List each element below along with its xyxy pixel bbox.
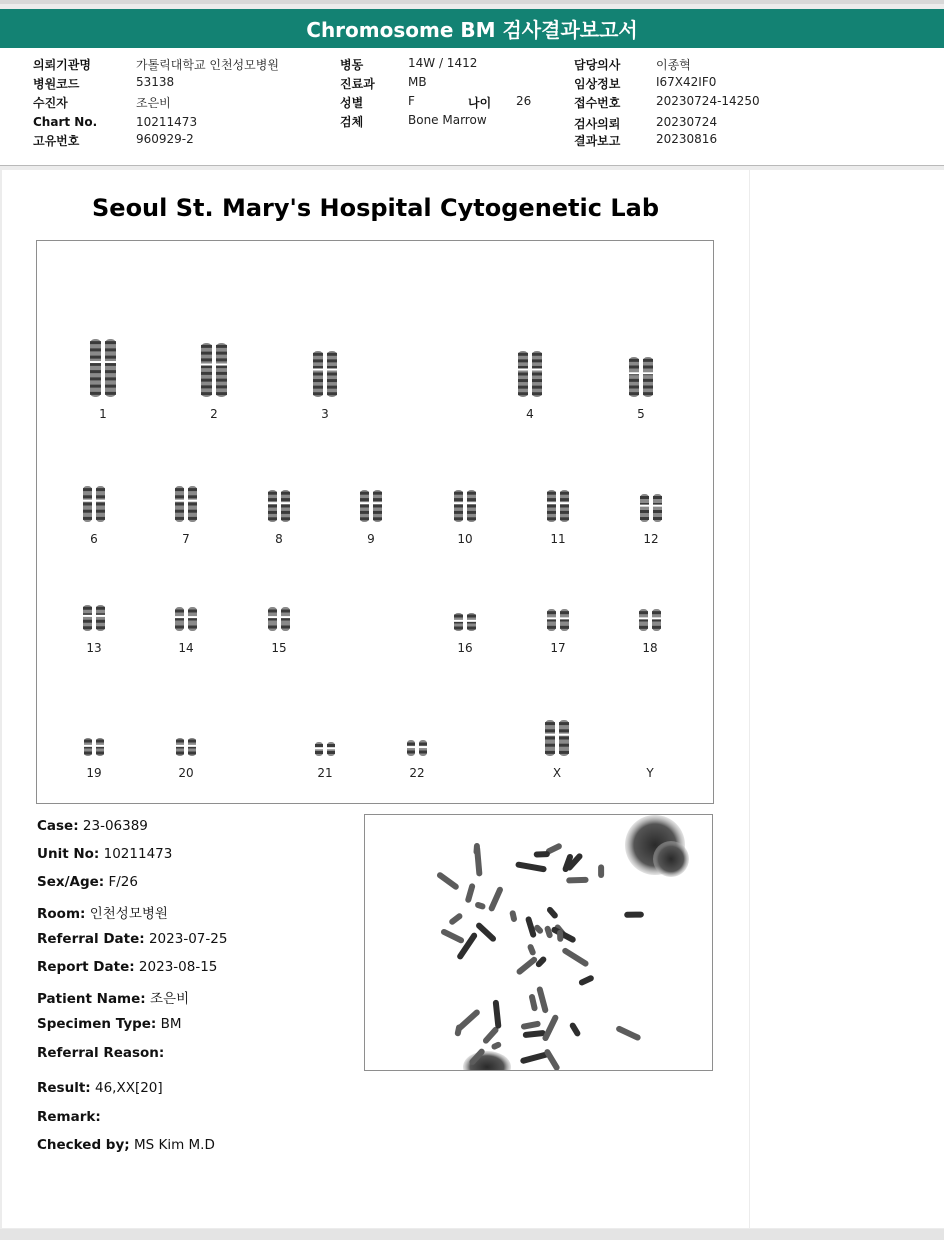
info-label: Room: [37,906,86,922]
chromosome-image-22 [405,738,429,758]
info-label: Sex/Age: [37,874,105,890]
metaphase-spread [365,815,712,1070]
chromosome [639,609,648,631]
chromosome-label: 9 [367,532,375,546]
metaphase-chromosome [535,955,548,968]
info-report-date [37,959,217,975]
metaphase-chromosome [456,931,478,960]
info-value: BM [160,1016,182,1032]
info-patient-name [37,987,189,1007]
info-value: 10211473 [103,846,173,862]
chromosome-label: 17 [550,641,566,655]
top-border [0,0,944,4]
chromosome-label: 13 [86,641,102,655]
header-value: 53138 [136,75,175,89]
chromosome [268,490,277,522]
chromosome-image-8 [266,488,292,524]
chromosome [96,605,105,631]
chromosome-image-12 [638,492,664,524]
chromosome-pair-12 [638,492,664,524]
chromosome-pair-9 [358,488,384,524]
header-label: 의뢰기관명 [33,58,91,72]
metaphase-chromosome [515,956,538,976]
chromosome-pair-22 [405,738,429,758]
metaphase-chromosome [473,843,480,855]
header-label: 나이 [468,96,492,110]
header-value: 10211473 [136,115,198,129]
header-label: Chart No. [33,115,98,129]
metaphase-chromosome [454,1024,462,1037]
metaphase-chromosome [578,974,595,986]
chromosome-pair-16 [452,611,478,633]
metaphase-chromosome [482,1026,500,1045]
info-room [37,902,168,922]
chromosome [281,607,290,631]
header-value: Bone Marrow [408,113,487,127]
metaphase-chromosome [534,851,550,858]
chromosome-label: 22 [409,766,425,780]
metaphase-chromosome [536,986,549,1014]
chromosome-image-15 [266,605,292,633]
header-value: MB [408,75,427,89]
chromosome-label: 19 [86,766,102,780]
right-margin-panel [750,170,944,1228]
chromosome [188,607,197,631]
info-value: 조은비 [149,991,190,1007]
header-label: 검사의뢰 [574,117,621,131]
chromosome [83,605,92,631]
header-value: 이종혁 [656,58,691,72]
metaphase-chromosome [528,993,538,1011]
metaphase-chromosome [624,912,644,918]
info-value: 23-06389 [82,818,148,834]
chromosome-label: 14 [178,641,194,655]
header-label: 접수번호 [574,96,621,110]
info-label: Checked by; [37,1137,130,1153]
info-result [37,1080,163,1096]
metaphase-chromosome [520,1020,541,1030]
header-value: 26 [516,94,532,108]
header-value: 조은비 [136,96,171,110]
chromosome-pair-5 [627,355,655,399]
chromosome-image-9 [358,488,384,524]
info-remark [37,1109,101,1125]
chromosome-pair-21 [313,740,337,758]
chromosome-image-10 [452,488,478,524]
chromosome-pair-6 [81,484,107,524]
header-label: 성별 [340,96,364,110]
chromosome-label: 5 [637,407,645,421]
info-sex-age [37,874,138,890]
metaphase-chromosome [598,864,604,878]
chromosome [467,490,476,522]
metaphase-chromosome [615,1025,642,1042]
chromosome-image-2 [199,341,229,399]
metaphase-chromosome [561,947,590,968]
info-label: Remark: [37,1109,101,1125]
info-label: Unit No: [37,846,100,862]
lab-title: Seoul St. Mary's Hospital Cytogenetic Lab [92,194,659,222]
header-value: I67X42IF0 [656,75,717,89]
chromosome [545,720,555,756]
chromosome [419,740,427,756]
info-label: Referral Reason: [37,1045,165,1061]
chromosome [547,490,556,522]
header-value: 14W / 1412 [408,56,478,70]
header-label: 진료과 [340,77,375,91]
metaphase-chromosome [490,1041,502,1051]
chromosome-pair-2 [199,341,229,399]
chromosome [188,738,196,756]
chromosome [105,339,116,397]
chromosome [313,351,323,397]
chromosome [201,343,212,397]
info-value: 2023-07-25 [148,931,228,947]
metaphase-chromosome [515,861,547,872]
chromosome [216,343,227,397]
metaphase-chromosome [474,901,486,910]
header-label: 병원코드 [33,77,80,91]
karyogram-panel [36,240,714,804]
chromosome-image-18 [637,607,663,633]
chromosome-label: 20 [178,766,194,780]
chromosome-label: 4 [526,407,534,421]
header-label: 병동 [340,58,364,72]
chromosome-pair-19 [82,736,106,758]
report-sheet [2,170,749,1228]
info-value: F/26 [108,874,138,890]
metaphase-image [364,814,713,1071]
chromosome [518,351,528,397]
info-checked-by [37,1137,215,1153]
chromosome-image-13 [81,603,107,633]
chromosome-pair-1 [88,337,118,399]
chromosome-pair-14 [173,605,199,633]
chromosome [175,486,184,522]
chromosome-pair-4 [516,349,544,399]
header-label: 담당의사 [574,58,621,72]
chromosome [315,742,323,756]
header-value: 20230816 [656,132,718,146]
chromosome-image-19 [82,736,106,758]
chromosome-label: 10 [457,532,473,546]
info-value: 인천성모병원 [89,906,168,922]
chromosome-pair-3 [311,349,339,399]
info-label: Patient Name: [37,991,146,1007]
chromosome-pair-8 [266,488,292,524]
chromosome-label: 21 [317,766,333,780]
chromosome [327,351,337,397]
chromosome [373,490,382,522]
chromosome [268,607,277,631]
chromosome-label: 3 [321,407,329,421]
chromosome [176,738,184,756]
chromosome-image-6 [81,484,107,524]
chromosome [467,613,476,631]
chromosome-label: 16 [457,641,473,655]
chromosome-label: 1 [99,407,107,421]
chromosome-image-X [543,718,571,758]
metaphase-chromosome [569,1021,582,1037]
metaphase-chromosome [475,921,497,942]
chromosome-pair-11 [545,488,571,524]
info-value: 2023-08-15 [138,959,218,975]
metaphase-chromosome [509,910,517,923]
chromosome [454,490,463,522]
chromosome-image-7 [173,484,199,524]
chromosome-pair-10 [452,488,478,524]
info-label: Specimen Type: [37,1016,157,1032]
metaphase-chromosome [448,912,464,926]
chromosome-label: 12 [643,532,659,546]
chromosome [175,607,184,631]
chromosome [327,742,335,756]
chromosome-pair-7 [173,484,199,524]
chromosome [532,351,542,397]
chromosome-pair-15 [266,605,292,633]
chromosome-image-17 [545,607,571,633]
chromosome-pair-20 [174,736,198,758]
chromosome [560,609,569,631]
bottom-border [0,1229,944,1240]
header-value: 20230724-14250 [656,94,760,108]
chromosome-label: 6 [90,532,98,546]
header-value: 20230724 [656,115,718,129]
info-case [37,818,148,834]
patient-header [0,48,944,166]
chromosome-label: 8 [275,532,283,546]
chromosome [83,486,92,522]
info-unit [37,846,172,862]
header-label: 결과보고 [574,134,621,148]
chromosome-image-16 [452,611,478,633]
chromosome-image-14 [173,605,199,633]
chromosome-pair-X [543,718,571,758]
info-referral-date [37,931,227,947]
metaphase-chromosome [541,1014,559,1042]
chromosome-label: 7 [182,532,190,546]
metaphase-chromosome [544,925,554,939]
header-value: F [408,94,415,108]
info-label: Referral Date: [37,931,145,947]
nucleus-blob [653,841,689,877]
chromosome-image-5 [627,355,655,399]
chromosome-image-4 [516,349,544,399]
chromosome [96,738,104,756]
chromosome-image-3 [311,349,339,399]
header-label: 고유번호 [33,134,80,148]
metaphase-chromosome [546,906,559,920]
header-value: 960929-2 [136,132,194,146]
metaphase-chromosome [436,871,460,891]
metaphase-chromosome [488,886,504,913]
header-label: 검체 [340,115,364,129]
chromosome [559,720,569,756]
chromosome [360,490,369,522]
header-label: 수진자 [33,96,68,110]
chromosome-label: 15 [271,641,287,655]
chromosome-image-21 [313,740,337,758]
chromosome [454,613,463,631]
info-label: Case: [37,818,79,834]
metaphase-chromosome [440,928,465,944]
chromosome-label: X [552,766,562,780]
chromosome-pair-17 [545,607,571,633]
info-referral-reason [37,1045,164,1061]
chromosome [407,740,415,756]
chromosome-image-11 [545,488,571,524]
metaphase-chromosome [543,1048,560,1070]
info-value: 46,XX[20] [94,1080,163,1096]
chromosome [640,494,649,522]
metaphase-chromosome [493,1000,502,1029]
report-title: Chromosome BM 검사결과보고서 [0,9,944,48]
chromosome-label: 18 [642,641,658,655]
chromosome [84,738,92,756]
chromosome-pair-13 [81,603,107,633]
chromosome-image-1 [88,337,118,399]
chromosome [90,339,101,397]
chromosome [547,609,556,631]
chromosome [560,490,569,522]
chromosome [629,357,639,397]
header-label: 임상정보 [574,77,621,91]
metaphase-chromosome [550,926,576,944]
info-specimen [37,1016,182,1032]
chromosome-label: 2 [210,407,218,421]
chromosome [281,490,290,522]
metaphase-chromosome [465,883,476,904]
chromosome-label: Y [646,766,654,780]
chromosome-pair-18 [637,607,663,633]
chromosome [188,486,197,522]
chromosome [652,609,661,631]
chromosome-image-20 [174,736,198,758]
metaphase-chromosome [527,943,537,956]
chromosome [96,486,105,522]
metaphase-chromosome [557,930,563,942]
chromosome-label: 11 [550,532,566,546]
info-label: Report Date: [37,959,135,975]
info-value: MS Kim M.D [133,1137,215,1153]
metaphase-chromosome [523,1030,546,1038]
chromosome [653,494,662,522]
info-label: Result: [37,1080,91,1096]
chromosome [643,357,653,397]
metaphase-chromosome [566,877,589,884]
header-value: 가톨릭대학교 인천성모병원 [136,58,279,72]
